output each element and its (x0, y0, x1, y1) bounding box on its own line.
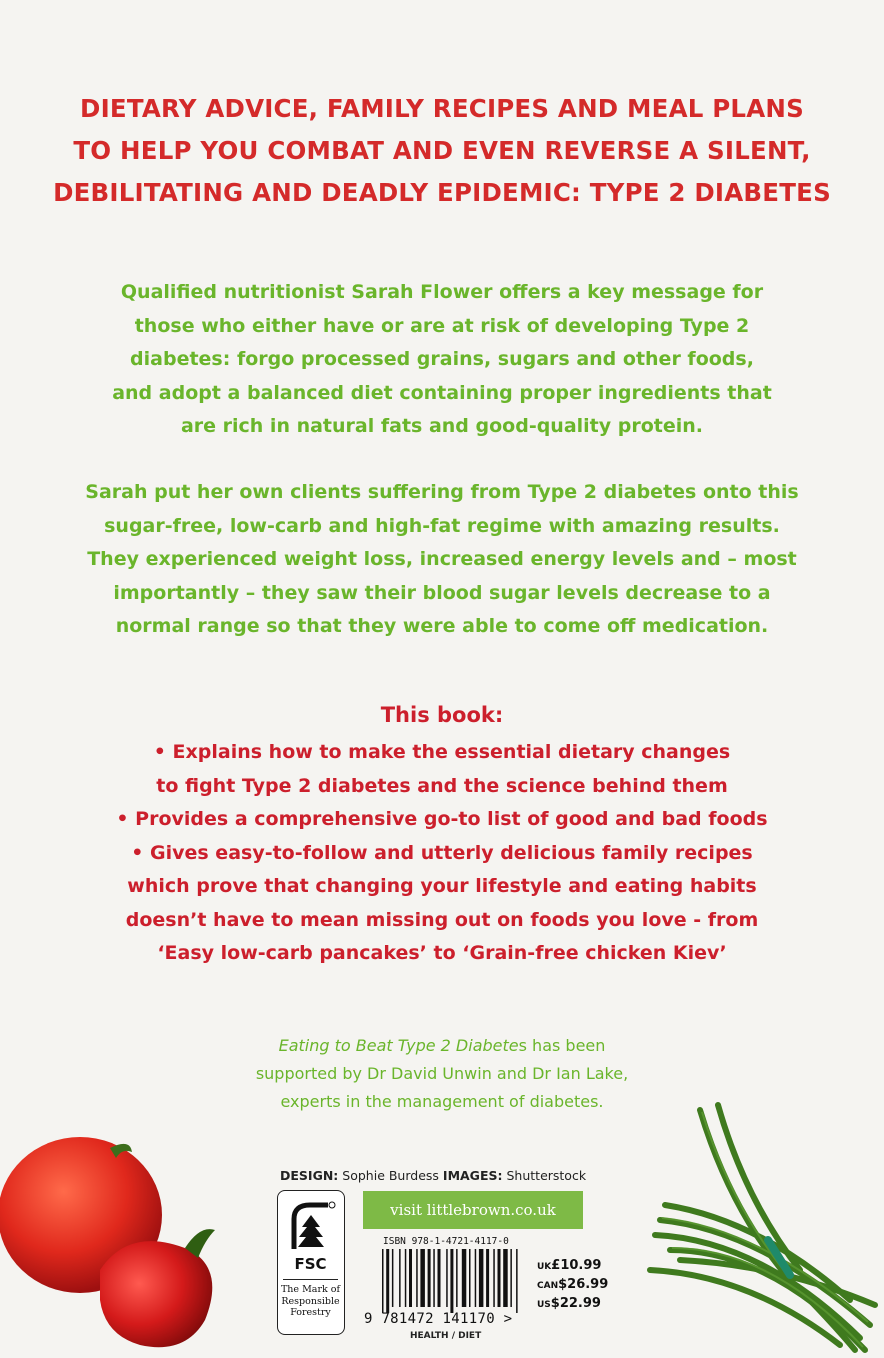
price-currency: US (537, 1300, 551, 1310)
paragraph-line: They experienced weight loss, increased energy levels and – most (87, 548, 797, 570)
isbn-text: ISBN 978-1-4721-4117-0 (383, 1236, 509, 1247)
bullet-line: • Explains how to make the essential dietary changes (153, 741, 731, 763)
barcode-bar (428, 1249, 431, 1307)
price-amount: $22.99 (550, 1296, 601, 1311)
paragraph-line: importantly – they saw their blood sugar levels decrease to a (113, 581, 771, 604)
intro-paragraph (40, 276, 844, 444)
paragraph-line: diabetes: forgo processed grains, sugars and other foods, (130, 348, 754, 370)
barcode-bar (456, 1249, 458, 1307)
barcode-bar (462, 1249, 467, 1307)
barcode-bar (486, 1249, 489, 1307)
publisher-url[interactable]: visit littlebrown.co.uk (363, 1191, 583, 1229)
barcode-bar (475, 1249, 477, 1307)
barcode-bar (409, 1249, 412, 1307)
headline-line: DIETARY ADVICE, FAMILY RECIPES AND MEAL PLANS (80, 94, 804, 123)
price-list (537, 1256, 617, 1313)
barcode-bar (493, 1249, 495, 1307)
paragraph-line: those who either have or are at risk of developing Type 2 (134, 314, 750, 337)
fsc-tagline (278, 1284, 343, 1319)
fsc-badge (277, 1190, 345, 1335)
barcode-bar (503, 1249, 508, 1307)
design-credits (280, 1168, 640, 1183)
fsc-tagline-line: Responsible (281, 1295, 340, 1307)
barcode (380, 1249, 536, 1313)
paragraph-line: and adopt a balanced diet containing proper ingredients that (112, 381, 772, 404)
results-paragraph (40, 476, 844, 644)
barcode-bar (438, 1249, 441, 1307)
barcode-bar (469, 1249, 471, 1307)
fsc-divider (283, 1279, 338, 1280)
barcode-bar (392, 1249, 394, 1307)
fsc-tagline-line: The Mark of (280, 1284, 341, 1295)
price-uk (537, 1256, 617, 1275)
fsc-tagline-line: Forestry (290, 1307, 331, 1318)
book-bullet-list (40, 736, 844, 971)
price-can (537, 1275, 617, 1294)
headline (40, 88, 844, 214)
headline-line: TO HELP YOU COMBAT AND EVEN REVERSE A SILENT, (73, 136, 811, 165)
bullet-line: which prove that changing your lifestyle and eating habits (127, 875, 757, 897)
paragraph-line: sugar-free, low-carb and high-fat regime with amazing results. (104, 514, 780, 537)
barcode-bar (399, 1249, 401, 1307)
barcode-bar (498, 1249, 501, 1307)
price-currency: CAN (537, 1281, 559, 1291)
endorsement-suffix: s has been (518, 1036, 606, 1055)
bullet-line: • Gives easy-to-follow and utterly delicious family recipes (131, 841, 753, 864)
bullet-line: • Provides a comprehensive go-to list of good and bad foods (116, 808, 768, 830)
tomato-pepper-image (0, 1130, 230, 1358)
barcode-bar (450, 1249, 453, 1313)
design-label: DESIGN: (280, 1168, 339, 1183)
paragraph-line: Qualified nutritionist Sarah Flower offers a key message for (120, 281, 764, 303)
barcode-bar (433, 1249, 435, 1307)
headline-line: DEBILITATING AND DEADLY EPIDEMIC: TYPE 2 DIABETES (53, 178, 831, 207)
barcode-bar (416, 1249, 418, 1307)
pepper-shape (100, 1241, 212, 1347)
barcode-bar (510, 1249, 512, 1307)
paragraph-line: Sarah put her own clients suffering from Type 2 diabetes onto this (85, 481, 799, 503)
bullet-line: doesn’t have to mean missing out on foods you love - from (125, 908, 759, 931)
book-section-title: This book: (380, 703, 504, 727)
images-label: IMAGES: (442, 1168, 503, 1183)
endorsement-line: supported by Dr David Unwin and Dr Ian Lake, (255, 1064, 629, 1083)
barcode-bar (405, 1249, 407, 1307)
barcode-bar (382, 1249, 384, 1313)
price-amount: $26.99 (558, 1277, 609, 1292)
endorsement-line (140, 1032, 744, 1060)
barcode-bar (516, 1249, 518, 1313)
price-us (537, 1294, 617, 1313)
barcode-bar (446, 1249, 448, 1307)
paragraph-line: normal range so that they were able to come off medication. (115, 615, 769, 637)
price-amount: £10.99 (551, 1258, 602, 1273)
bullet-line: to fight Type 2 diabetes and the science behind them (156, 774, 728, 797)
green-beans-image (640, 1100, 884, 1358)
paragraph-line: are rich in natural fats and good-quality protein. (180, 415, 704, 437)
barcode-digits: 9 781472 141170 > (364, 1311, 513, 1327)
endorsement-line: experts in the management of diabetes. (280, 1092, 604, 1111)
design-value: Sophie Burdess (342, 1168, 439, 1183)
category-label: HEALTH / DIET (410, 1331, 482, 1341)
barcode-bar (386, 1249, 389, 1313)
images-value: Shutterstock (506, 1168, 587, 1183)
bullet-line: ‘Easy low-carb pancakes’ to ‘Grain-free chicken Kiev’ (157, 942, 727, 964)
price-currency: UK (537, 1262, 552, 1272)
barcode-bar (479, 1249, 484, 1307)
fsc-tree-checkmark-icon (284, 1197, 338, 1257)
barcode-bar (420, 1249, 425, 1307)
fsc-label: FSC (294, 1255, 327, 1273)
book-title-italic: Eating to Beat Type 2 Diabete (278, 1036, 519, 1055)
